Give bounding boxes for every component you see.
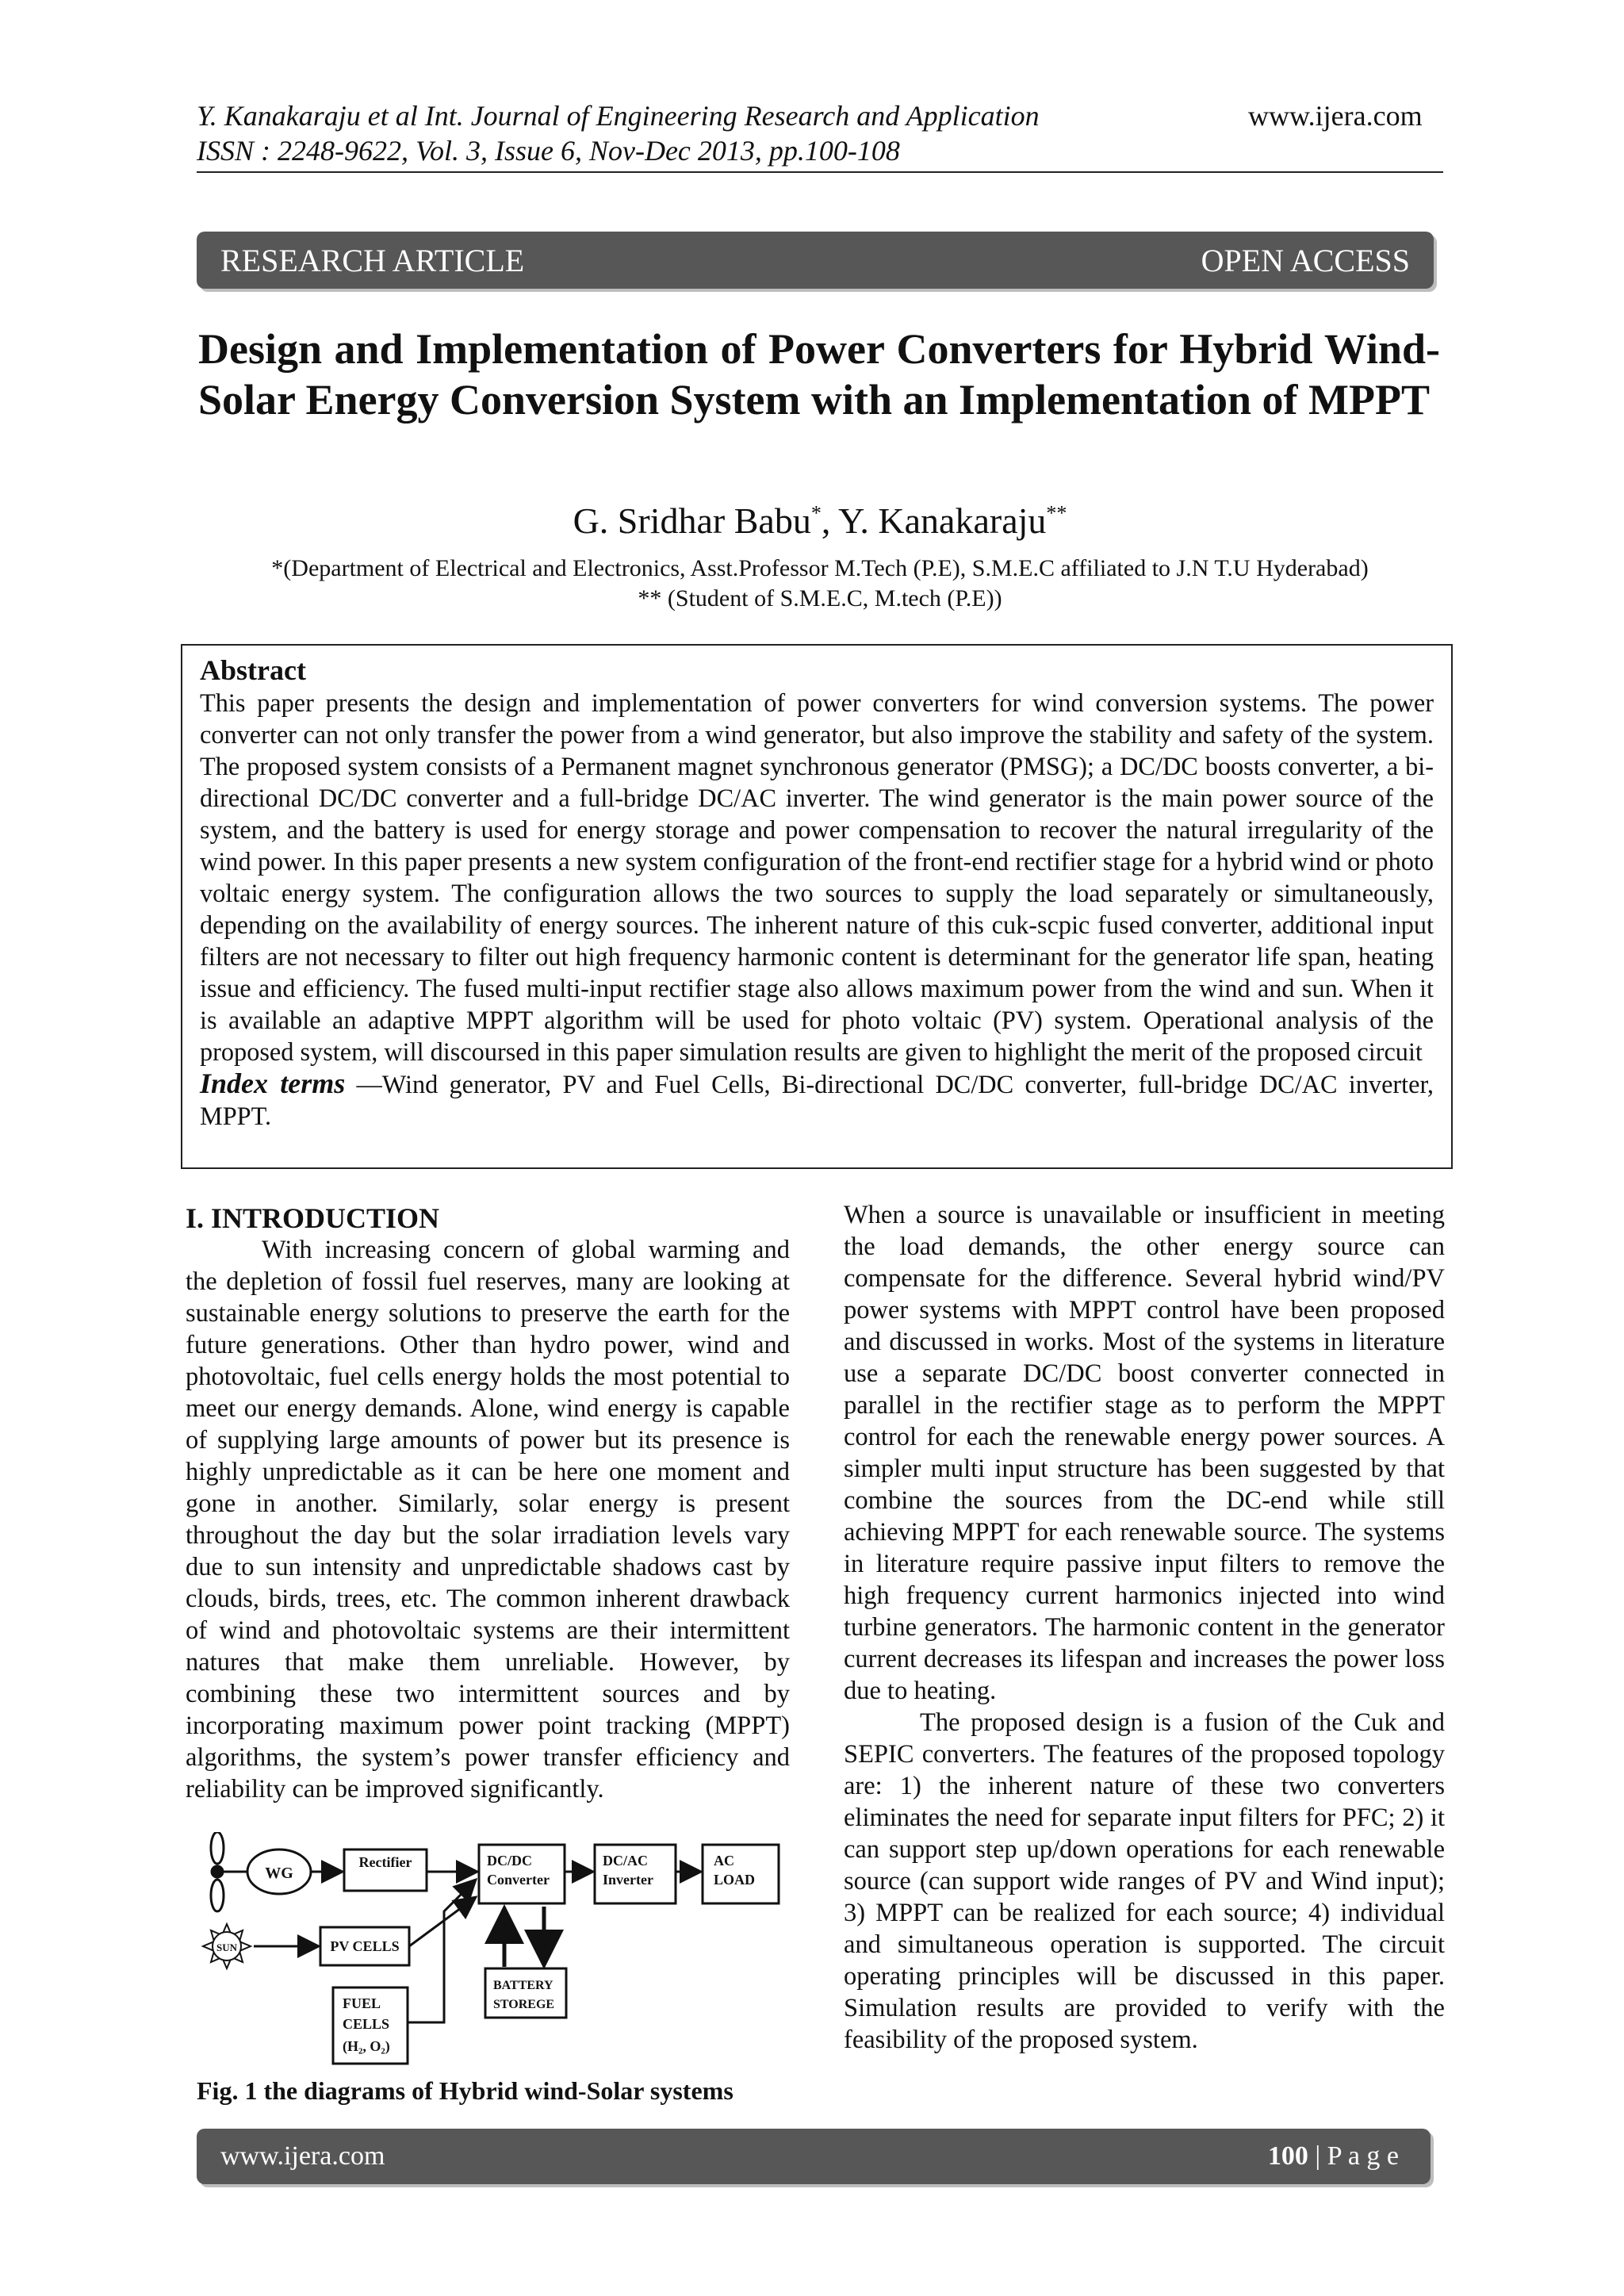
wg-block	[247, 1849, 311, 1894]
index-terms-text: —Wind generator, PV and Fuel Cells, Bi-directional DC/DC converter, full-bridge DC/AC inverter, MPPT.	[200, 1070, 1434, 1130]
article-banner	[197, 232, 1434, 289]
author-2-mark: **	[1046, 501, 1067, 525]
dcac-inverter-block	[595, 1845, 676, 1903]
sun-icon	[203, 1924, 251, 1968]
fuel-cells-label-2: CELLS	[343, 2016, 390, 2032]
abstract-box	[181, 644, 1453, 1169]
rectifier-label: Rectifier	[358, 1854, 412, 1870]
header-website[interactable]: www.ijera.com	[1248, 100, 1423, 132]
rectifier-block	[344, 1849, 427, 1891]
open-access-label: OPEN ACCESS	[1201, 242, 1410, 278]
sun-label: SUN	[216, 1941, 238, 1953]
right-column	[844, 1199, 1445, 2056]
battery-block	[485, 1968, 566, 2018]
author-1: G. Sridhar Babu	[573, 500, 811, 541]
ac-load-label-2: LOAD	[714, 1872, 756, 1888]
wg-label: WG	[265, 1865, 293, 1882]
issn-line: ISSN : 2248-9622, Vol. 3, Issue 6, Nov-Dec 2013, pp.100-108	[197, 135, 900, 167]
ac-load-block	[703, 1845, 779, 1903]
battery-label-1: BATTERY	[493, 1979, 553, 1992]
dcdc-converter-block	[479, 1845, 565, 1903]
figure-1-diagram	[190, 1832, 801, 2070]
pv-cells-label: PV CELLS	[330, 1938, 400, 1954]
ac-load-label-1: AC	[714, 1853, 734, 1869]
author-1-mark: *	[810, 501, 822, 525]
fuel-cells-label-3: (H₂, O₂)	[343, 2038, 390, 2054]
dcac-label-2: Inverter	[603, 1872, 653, 1888]
header-rule	[197, 171, 1443, 173]
affiliation-1: *(Department of Electrical and Electronics, Asst.Professor M.Tech (P.E), S.M.E.C affiliated to J.N T.U Hyderabad)	[271, 555, 1369, 581]
page-number	[1268, 2141, 1399, 2171]
battery-label-2: STOREGE	[493, 1998, 555, 2011]
dcac-label-1: DC/AC	[603, 1853, 648, 1869]
fuel-cells-label-1: FUEL	[343, 1995, 381, 2011]
intro-paragraph-3: The proposed design is a fusion of the Cuk and SEPIC converters. The features of the proposed topology are: 1) the inherent nature of these two converters eliminates the need for separate input filters for PFC; 2) it can support step up/down operations for each renewable source (can support wide ranges of PV and Wind input); 3) MPPT can be realized for each source; 4) individual and simultaneous operation is supported. The circuit operating principles will be discussed in this paper. Simulation results are provided to verify with the feasibility of the proposed system.	[844, 1708, 1445, 2054]
figure-1-caption: Fig. 1 the diagrams of Hybrid wind-Solar systems	[197, 2076, 733, 2105]
author-line	[197, 500, 1443, 542]
page-footer	[197, 2129, 1431, 2184]
pv-cells-block	[320, 1927, 409, 1965]
intro-paragraph-1: With increasing concern of global warming and the depletion of fossil fuel reserves, many are looking at sustainable energy solutions to preserve the earth for the future generations. Other than hydro power, wind and photovoltaic, fuel cells energy holds the most potential to meet our energy demands. Alone, wind energy is capable of supplying large amounts of power but its presence is highly unpredictable as it can be here one moment and gone in another. Similarly, solar energy is present throughout the day but the solar irradiation levels vary due to sun intensity and unpredictable shadows cast by clouds, birds, trees, etc. The common inherent drawback of wind and photovoltaic systems are their intermittent natures that make them unreliable. However, by combining these two intermittent sources and by incorporating maximum power point tracking (MPPT) algorithms, the system’s power transfer efficiency and reliability can be improved significantly.	[186, 1236, 790, 1803]
left-column	[186, 1202, 790, 1805]
abstract-text: This paper presents the design and implementation of power converters for wind conversion systems. The power converter can not only transfer the power from a wind generator, but also improve the stability and safety of the system. The proposed system consists of a Permanent magnet synchronous generator (PMSG); a DC/DC boosts converter, a bi-directional DC/DC converter and a full-bridge DC/AC inverter. The wind generator is the main power source of the system, and the battery is used for energy storage and power compensation to recover the natural irregularity of the wind power. In this paper presents a new system configuration of the front-end rectifier stage for a hybrid wind or photo voltaic energy system. The configuration allows the two sources to supply the load separately or simultaneously, depending on the availability of energy sources. The inherent nature of this cuk-scpic fused converter, additional input filters are not necessary to filter out high frequency harmonic content is determinant for the generator life span, heating issue and efficiency. The fused multi-input rectifier stage also allows maximum power from the wind and sun. When it is available an adaptive MPPT algorithm will be used for photo voltaic (PV) system. Operational analysis of the proposed system, will discoursed in this paper simulation results are given to highlight the merit of the proposed circuit	[200, 688, 1434, 1066]
page-number-suffix: | P a g e	[1308, 2141, 1399, 2171]
index-terms-label: Index terms	[200, 1068, 346, 1099]
journal-line: Y. Kanakaraju et al Int. Journal of Engineering Research and Application	[197, 100, 1040, 132]
author-separator: ,	[821, 500, 839, 541]
index-terms	[200, 1068, 1434, 1132]
footer-website[interactable]: www.ijera.com	[220, 2141, 385, 2171]
research-article-label: RESEARCH ARTICLE	[220, 242, 525, 278]
page-number-value: 100	[1267, 2141, 1308, 2171]
fuel-cells-block	[333, 1987, 408, 2064]
intro-paragraph-2: When a source is unavailable or insufficient in meeting the load demands, the other energy source can compensate for the difference. Several hybrid wind/PV power systems with MPPT control have been proposed and discussed in works. Most of the systems in literature use a separate DC/DC boost converter connected in parallel in the rectifier stage as to perform the MPPT control for each the renewable energy power sources. A simpler multi input structure has been suggested by that combine the sources from the DC-end while still achieving MPPT for each renewable source. The systems in literature require passive input filters to remove the high frequency current harmonics injected into wind turbine generators. The harmonic content in the generator current decreases its lifespan and increases the power loss due to heating.	[844, 1201, 1445, 1705]
affiliation-2: ** (Student of S.M.E.C, M.tech (P.E))	[638, 585, 1002, 611]
dcdc-label-1: DC/DC	[487, 1853, 532, 1869]
section-heading-introduction: I. INTRODUCTION	[186, 1202, 440, 1234]
dcdc-label-2: Converter	[487, 1872, 550, 1888]
author-2: Y. Kanakaraju	[838, 500, 1047, 541]
wind-turbine-icon	[211, 1832, 247, 1911]
paper-title: Design and Implementation of Power Converters for Hybrid Wind-Solar Energy Conversion System with an Implementation of MPPT	[198, 325, 1440, 424]
abstract-heading: Abstract	[200, 654, 306, 686]
